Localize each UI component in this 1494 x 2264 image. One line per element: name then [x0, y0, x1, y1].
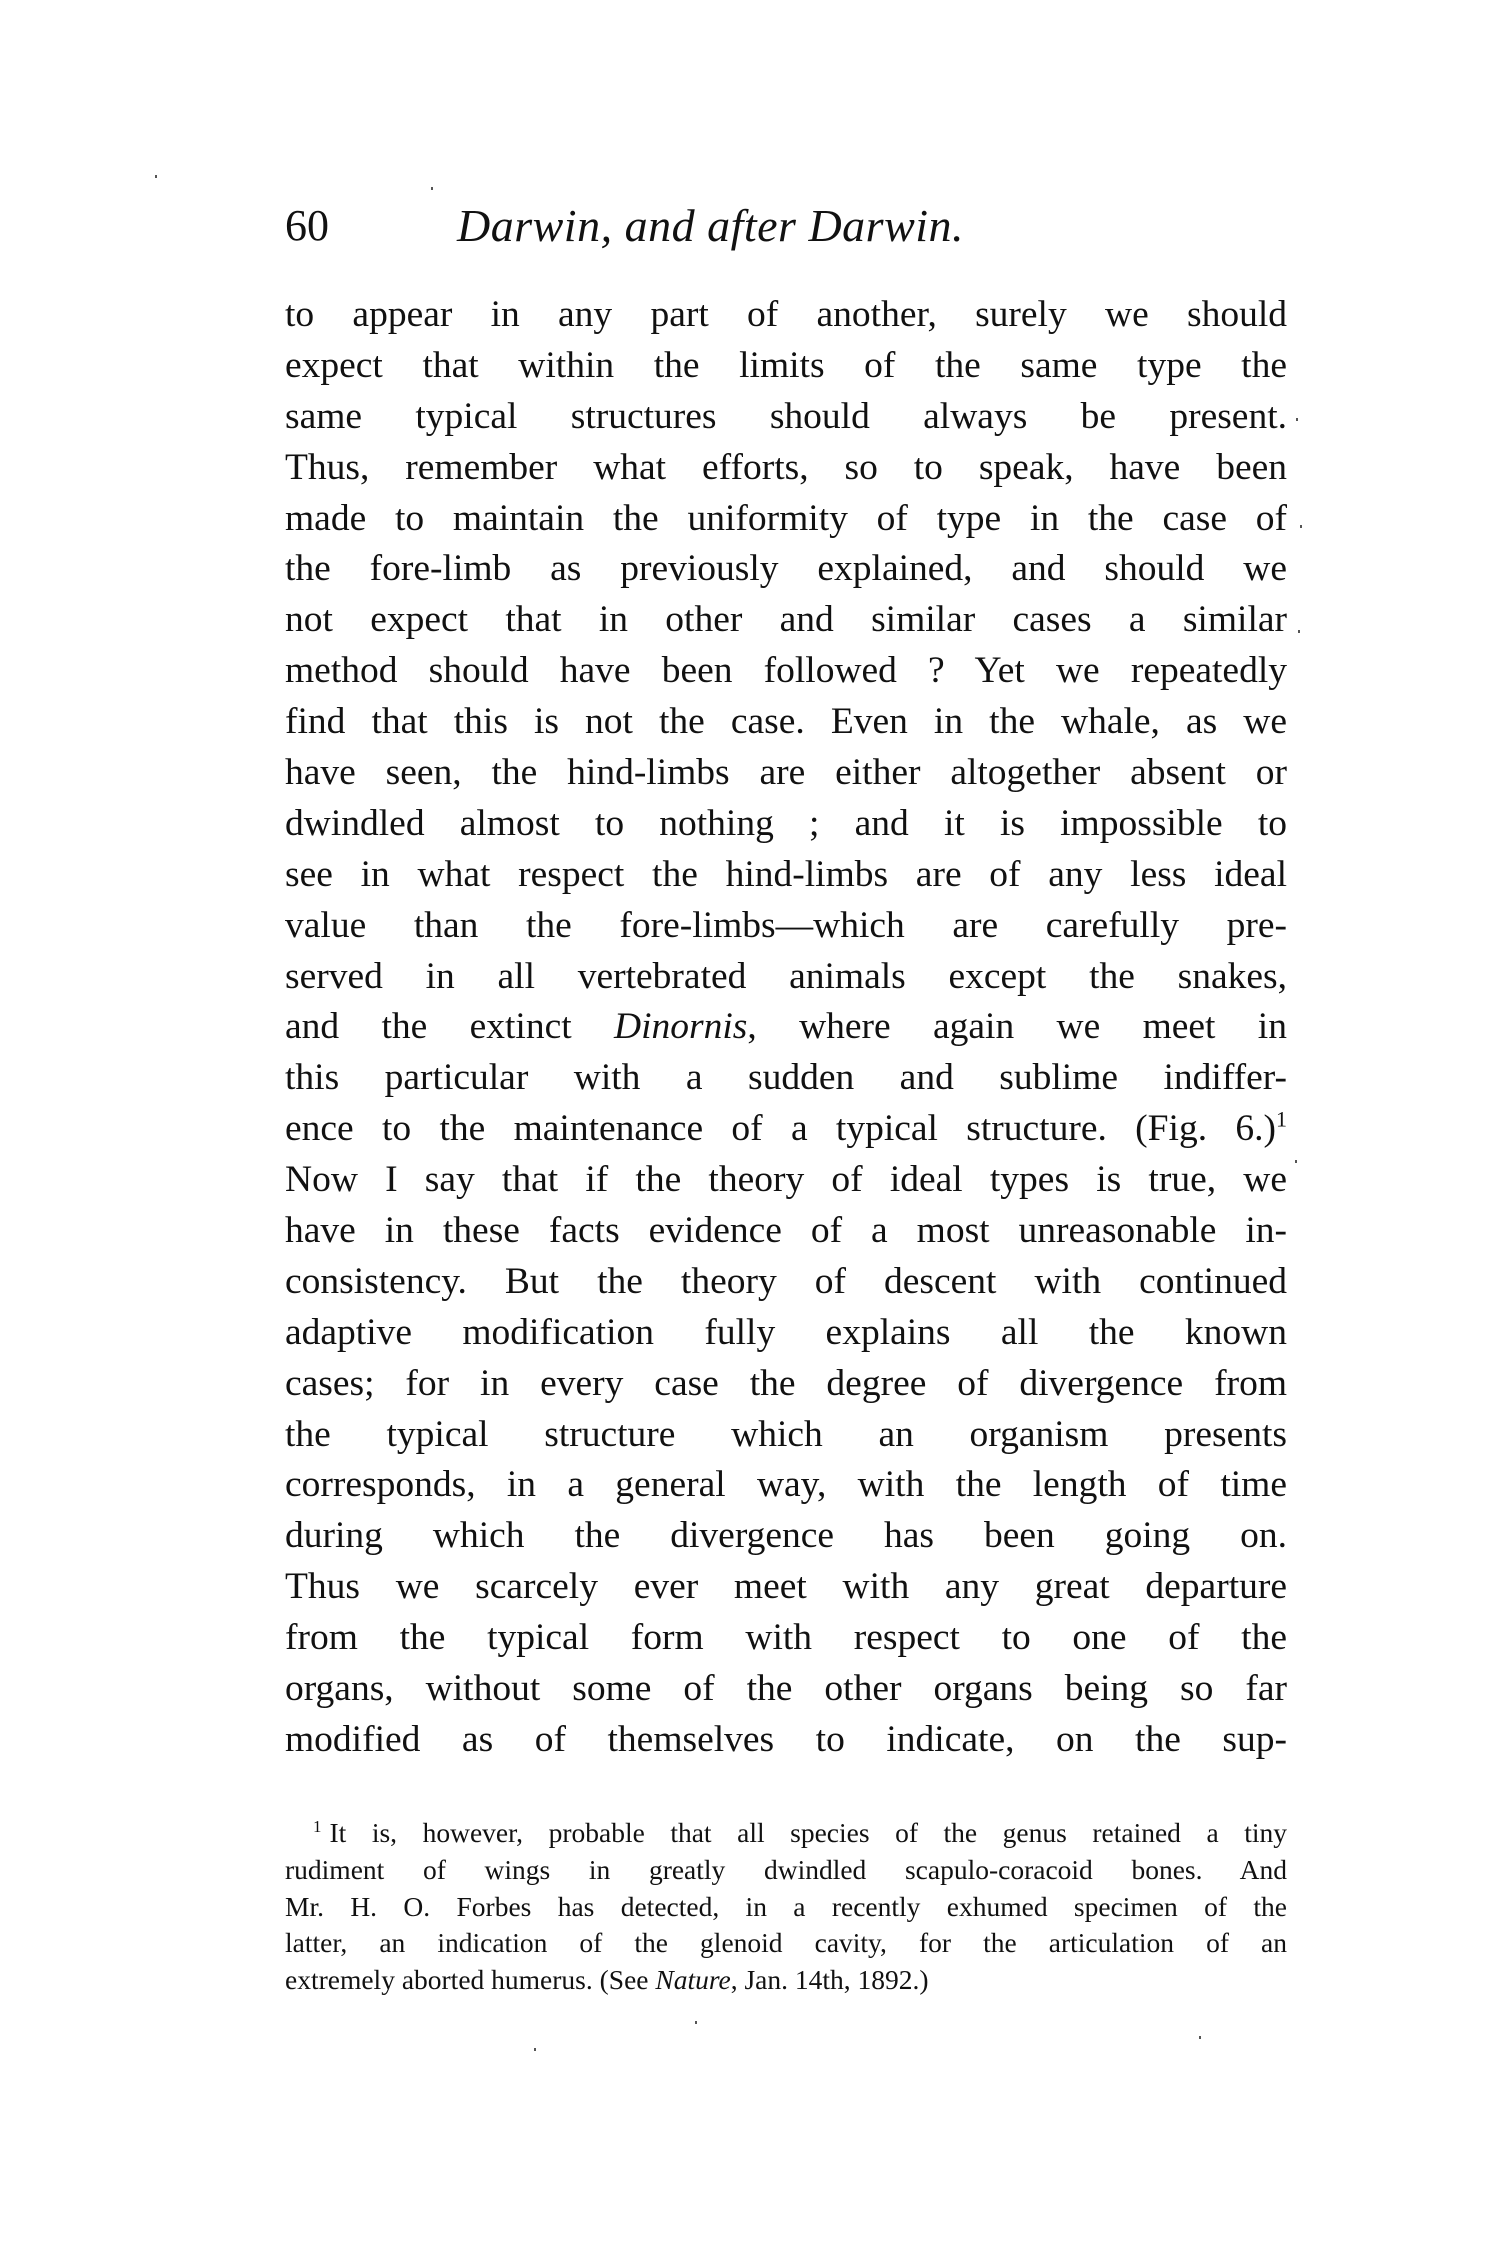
- text-line: method should have been followed ? Yet we repeatedly: [285, 650, 1287, 692]
- footnote-reference[interactable]: 1: [1276, 1106, 1287, 1132]
- text-line-with-footnote-ref: [285, 1104, 1287, 1155]
- text-line: have in these facts evidence of a most unreasonable in-: [285, 1210, 1287, 1252]
- running-head: [285, 196, 1287, 256]
- text-line: to appear in any part of another, surely we should: [285, 294, 1287, 335]
- footnote-marker: 1: [313, 1816, 322, 1836]
- text-line: have seen, the hind-limbs are either altogether absent or: [285, 752, 1287, 794]
- scan-speck: [1300, 525, 1302, 528]
- text-line: same typical structures should always be present.: [285, 395, 1287, 437]
- text-line: the typical structure which an organism presents: [285, 1413, 1287, 1455]
- footnote-line: rudiment of wings in greatly dwindled scapulo-coracoid bones. And: [285, 1853, 1287, 1885]
- text-line: not expect that in other and similar cases a similar: [285, 599, 1287, 641]
- text-line: this particular with a sudden and sublime indiffer-: [285, 1057, 1287, 1099]
- text-line: cases; for in every case the degree of divergence from: [285, 1362, 1287, 1404]
- scan-speck: [1298, 630, 1300, 633]
- text-line: dwindled almost to nothing ; and it is impossible to: [285, 802, 1287, 844]
- text-run: extremely aborted humerus. (See: [285, 1964, 656, 1996]
- scan-speck: [695, 2021, 697, 2024]
- text-line: modified as of themselves to indicate, on the sup-: [285, 1718, 1287, 1760]
- text-line: served in all vertebrated animals except the snakes,: [285, 955, 1287, 997]
- text-run: It is, however, probable that all species of the genus retained a tiny: [329, 1817, 1287, 1848]
- footnote-line: latter, an indication of the glenoid cavity, for the articulation of an: [285, 1927, 1287, 1959]
- page-number: 60: [285, 201, 329, 250]
- text-line: see in what respect the hind-limbs are of any less ideal: [285, 853, 1287, 895]
- scan-speck: [1296, 418, 1298, 421]
- footnote-line: Mr. H. O. Forbes has detected, in a recently exhumed specimen of the: [285, 1890, 1287, 1922]
- text-line: expect that within the limits of the same type the: [285, 344, 1287, 386]
- body-text: [285, 290, 1287, 1766]
- scan-speck: [431, 187, 433, 190]
- text-run: , where again we meet in: [747, 1006, 1287, 1048]
- text-run: ence to the maintenance of a typical structure. (Fig. 6.): [285, 1108, 1276, 1150]
- text-line: adaptive modification fully explains all the known: [285, 1311, 1287, 1353]
- scan-speck: [1295, 1160, 1297, 1163]
- italic-taxon-name: Dinornis: [614, 1006, 748, 1048]
- text-line: during which the divergence has been going on.: [285, 1515, 1287, 1557]
- text-line: consistency. But the theory of descent with continued: [285, 1260, 1287, 1302]
- text-line: made to maintain the uniformity of type in the case of: [285, 497, 1287, 539]
- text-line: find that this is not the case. Even in the whale, as we: [285, 701, 1287, 743]
- text-line: organs, without some of the other organs being so far: [285, 1668, 1287, 1710]
- footnote: [285, 1815, 1287, 1999]
- text-line: Thus, remember what efforts, so to speak, have been: [285, 446, 1287, 488]
- scan-speck: [1199, 2036, 1201, 2039]
- text-run: and the extinct: [285, 1006, 614, 1048]
- footnote-line: [285, 1815, 1287, 1852]
- text-line: value than the fore-limbs—which are carefully pre-: [285, 904, 1287, 946]
- running-title: Darwin, and after Darwin.: [457, 200, 965, 251]
- text-line: Thus we scarcely ever meet with any great departure: [285, 1566, 1287, 1608]
- text-run: , Jan. 14th, 1892.): [730, 1964, 929, 1996]
- footnote-line-with-italic: [285, 1962, 1287, 1999]
- text-line-with-italic: [285, 1002, 1287, 1053]
- scan-speck: [534, 2048, 536, 2051]
- text-line: corresponds, in a general way, with the length of time: [285, 1464, 1287, 1506]
- text-line: the fore-limb as previously explained, and should we: [285, 548, 1287, 590]
- text-line: from the typical form with respect to one of the: [285, 1617, 1287, 1659]
- italic-journal-name: Nature: [655, 1964, 731, 1996]
- scan-speck: [155, 175, 157, 178]
- text-line: Now I say that if the theory of ideal types is true, we: [285, 1159, 1287, 1201]
